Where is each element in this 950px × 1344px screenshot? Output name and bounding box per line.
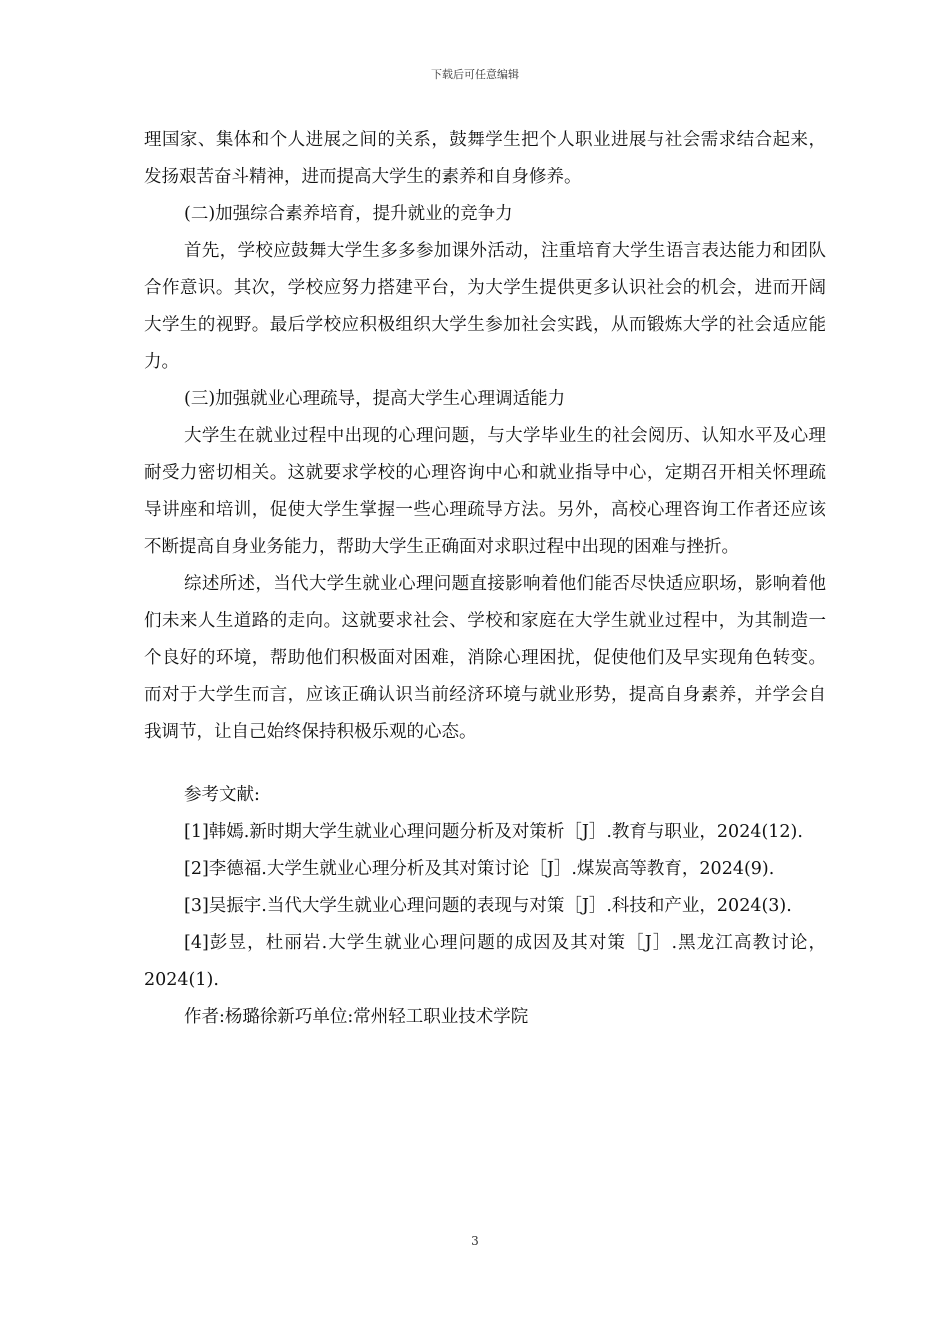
paragraph-conclusion: 综述所述，当代大学生就业心理问题直接影响着他们能否尽快适应职场，影响着他们未来人生道路的走向。这就要求社会、学校和家庭在大学生就业过程中，为其制造一个良好的环境，帮助他们积极面对困难，消除心理困扰，促使他们及早实现角色转变。而对于大学生而言，应该正确认识当前经济环境与就业形势，提高自身素养，并学会自我调节，让自己始终保持积极乐观的心态。: [144, 574, 826, 742]
references-heading: 参考文献:: [184, 785, 260, 805]
section-heading-two: (二)加强综合素养培育，提升就业的竞争力: [184, 204, 513, 224]
paragraph: 首先，学校应鼓舞大学生多多参加课外活动，注重培育大学生语言表达能力和团队合作意识。其次，学校应努力搭建平台，为大学生提供更多认识社会的机会，进而开阔大学生的视野。最后学校应积极组织大学生参加社会实践，从而锻炼大学的社会适应能力。: [144, 241, 826, 372]
section-heading-three: (三)加强就业心理疏导，提高大学生心理调适能力: [184, 389, 566, 409]
page-header: 下载后可任意编辑: [431, 68, 519, 81]
reference-item: [2]李德福.大学生就业心理分析及其对策讨论［J］.煤炭高等教育，2024(9).: [184, 859, 775, 879]
page-number: 3: [471, 1234, 479, 1248]
paragraph-continuation: 理国家、集体和个人进展之间的关系，鼓舞学生把个人职业进展与社会需求结合起来，发扬艰苦奋斗精神，进而提高大学生的素养和自身修养。: [144, 130, 826, 187]
reference-item: [1]韩嫣.新时期大学生就业心理问题分析及对策析［J］.教育与职业，2024(12).: [184, 822, 803, 842]
document-body: [144, 122, 826, 1036]
spacer: [144, 751, 826, 777]
paragraph: 大学生在就业过程中出现的心理问题，与大学毕业生的社会阅历、认知水平及心理耐受力密切相关。这就要求学校的心理咨询中心和就业指导中心，定期召开相关怀理疏导讲座和培训，促使大学生掌握一些心理疏导方法。另外，高校心理咨询工作者还应该不断提高自身业务能力，帮助大学生正确面对求职过程中出现的困难与挫折。: [144, 426, 826, 557]
author-line: 作者:杨璐徐新巧单位:常州轻工职业技术学院: [184, 1007, 529, 1027]
reference-item: [4]彭昱，杜丽岩.大学生就业心理问题的成因及其对策［J］.黑龙江高教讨论，2024(1).: [144, 933, 826, 990]
reference-item: [3]吴振宇.当代大学生就业心理问题的表现与对策［J］.科技和产业，2024(3).: [184, 896, 792, 916]
